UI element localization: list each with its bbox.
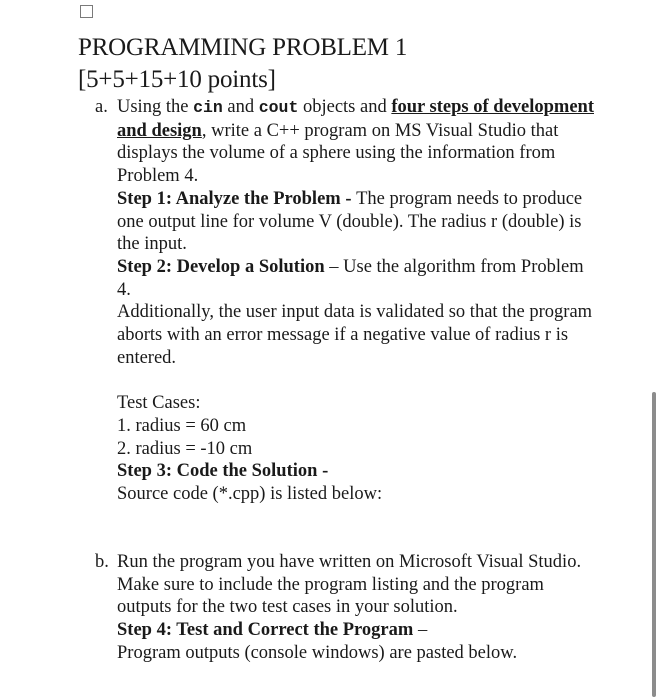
scrollbar[interactable] [652,392,656,697]
part-a-content [117,96,597,506]
step-3-text: Source code (*.cpp) is listed below: [117,483,383,504]
step-4-dash: – [413,620,428,641]
page-title: PROGRAMMING PROBLEM 1 [78,34,408,61]
part-b-text: Run the program you have written on Microsoft Visual Studio. Make sure to include the program listing and the program outputs for the two test cases in your solution. [117,552,582,618]
step-4 [117,619,597,642]
four-steps-emphasis: four steps of development and design [117,97,594,141]
step-2-text: – Use the algorithm from Problem 4. [117,256,584,300]
step-4-text: Program outputs (console windows) are pasted below. [117,642,518,663]
step-3 [117,460,597,483]
part-a-marker: a. [95,97,108,117]
cout-keyword: cout [258,98,299,117]
step-1-label: Step 1: Analyze the Problem - [117,188,357,209]
test-case-1: 1. radius = 60 cm [117,415,247,436]
step-4-label: Step 4: Test and Correct the Program [117,620,414,641]
intro-text-3: objects and [298,97,392,117]
step-2 [117,256,597,301]
part-b-marker: b. [95,552,109,572]
checkbox[interactable] [80,5,93,18]
cin-keyword: cin [193,98,223,117]
step-1 [117,188,597,256]
step-3-label: Step 3: Code the Solution - [117,461,329,482]
intro-text-4: , write a C++ program on MS Visual Studio that displays the volume of a sphere using the information from Problem 4. [117,120,559,187]
test-case-2: 2. radius = -10 cm [117,438,253,459]
test-cases-label: Test Cases: [117,393,201,414]
step-1-text: The program needs to produce one output line for volume V (double). The radius r (double) is the input. [117,188,583,255]
points-breakdown: [5+5+15+10 points] [78,66,276,93]
part-a-intro [117,96,597,188]
spacer [117,369,597,392]
intro-text-2: and [222,97,259,117]
part-b-content [117,551,597,665]
intro-text-1: Using the [117,97,194,117]
validation-note: Additionally, the user input data is validated so that the program aborts with an error message if a negative value of radius r is entered. [117,302,593,368]
step-2-label: Step 2: Develop a Solution [117,256,325,277]
